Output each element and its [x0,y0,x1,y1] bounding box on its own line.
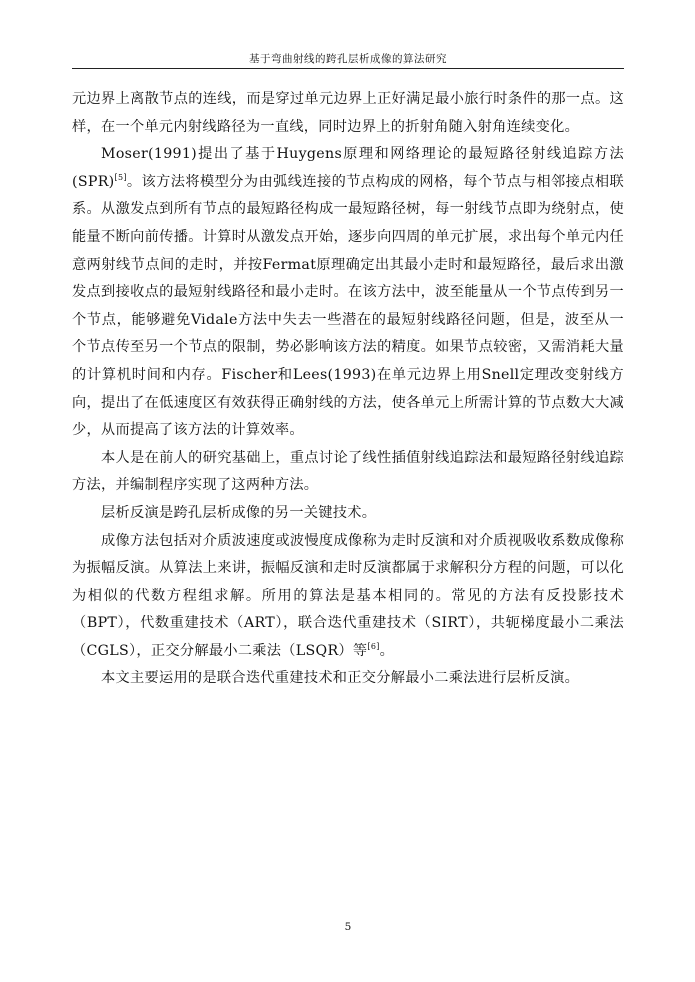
paragraph-text: 。该方法将模型分为由弧线连接的节点构成的网格，每个节点与相邻接点相联系。从激发点到所有节点的最短路径构成一最短路径树，每一射线节点即为绕射点，使能量不断向前传播。计算时从激发点开始，逐步向四周的单元扩展，求出每个单元内任意两射线节点间的走时，并按Fermat原理确定出其最小走时和最短路径，最后求出激发点到接收点的最短射线路径和最小走时。在该方法中，波至能量从一个节点传到另一个节点，能够避免Vidale方法中失去一些潜在的最短射线路径问题，但是，波至从一个节点传至另一个节点的限制，势必影响该方法的精度。如果节点较密，又需消耗大量的计算机时间和内存。Fischer和Lees(1993)在单元边界上用Snell定理改变射线方向，提出了在低速度区有效获得正确射线的方法，使各单元上所需计算的节点数大大减少，从而提高了该方法的计算效率。 [72,173,624,439]
paragraph-inversion-intro: 层析反演是跨孔层析成像的另一关键技术。 [101,504,377,521]
header-divider [72,68,624,69]
running-header: 基于弯曲射线的跨孔层析成像的算法研究 [249,53,447,65]
paragraph-conclusion: 本文主要运用的是联合迭代重建技术和正交分解最小二乘法进行层析反演。 [101,670,580,687]
paragraph-moser-spr [72,141,624,445]
paragraph-text: Moser(1991)提出了基于Huygens原理和网络理论的最短路径射线追踪方法(SPR) [72,146,624,190]
body-text [72,86,624,693]
paragraph-text: 成像方法包括对介质波速度或波慢度成像称为走时反演和对介质视吸收系数成像称为振幅反演。从算法上来讲，振幅反演和走时反演都属于求解积分方程的问题，可以化为相似的代数方程组求解。所用的算法是基本相同的。常见的方法有反投影技术（BPT），代数重建技术（ART），联合迭代重建技术（SIRT），共轭梯度最小二乘法（CGLS），正交分解最小二乘法（LSQR）等 [72,532,624,659]
paragraph-text: 。 [379,642,395,659]
paragraph-author-work: 本人是在前人的研究基础上，重点讨论了线性插值射线追踪法和最短路径射线追踪方法，并编制程序实现了这两种方法。 [72,449,624,494]
paragraph-continuation: 元边界上离散节点的连线，而是穿过单元边界上正好满足最小旅行时条件的那一点。这样，在一个单元内射线路径为一直线，同时边界上的折射角随入射角连续变化。 [72,91,624,135]
page-number: 5 [344,921,352,933]
citation-ref: [6] [367,641,380,651]
citation-ref: [5] [114,172,127,182]
paragraph-imaging-methods [72,528,624,666]
